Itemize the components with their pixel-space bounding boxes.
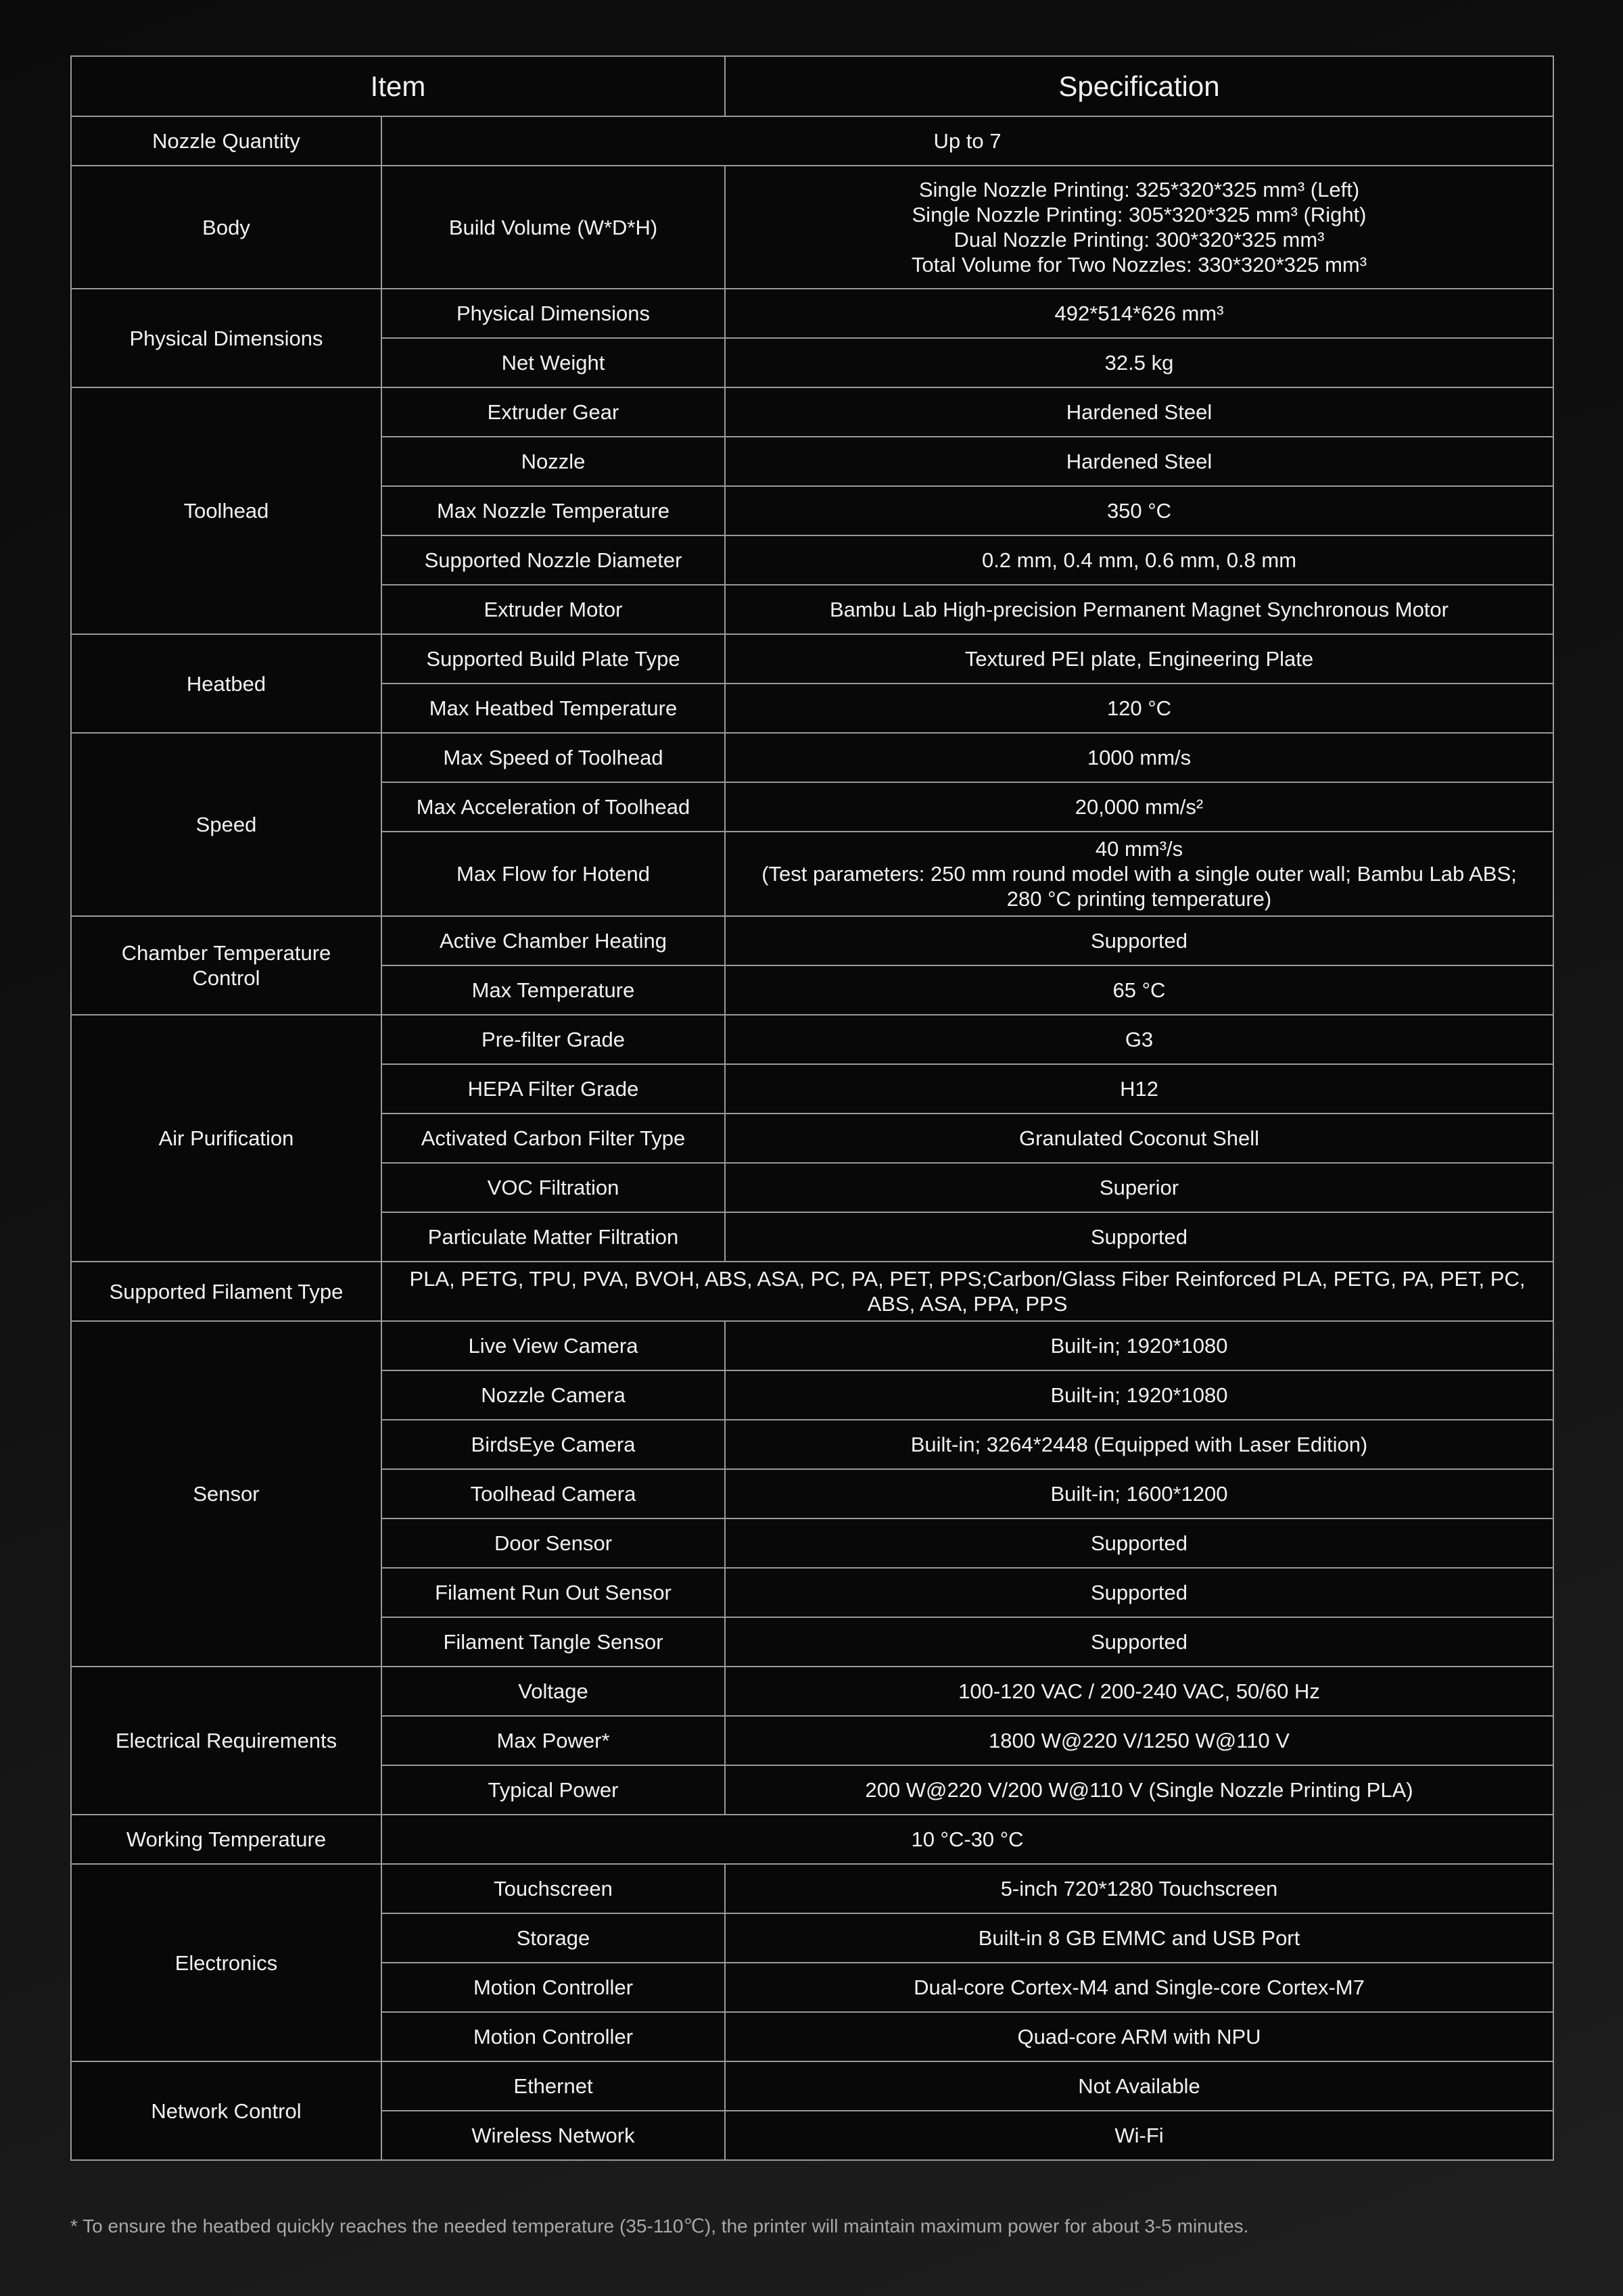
spec-value: Wi-Fi: [725, 2111, 1553, 2160]
category-label: Working Temperature: [71, 1815, 381, 1864]
category-label: Body: [71, 166, 381, 289]
spec-value: 0.2 mm, 0.4 mm, 0.6 mm, 0.8 mm: [725, 535, 1553, 585]
header-specification: Specification: [725, 56, 1553, 116]
spec-value: Built-in; 3264*2448 (Equipped with Laser Edition): [725, 1420, 1553, 1469]
spec-value: Built-in 8 GB EMMC and USB Port: [725, 1913, 1553, 1963]
spec-value: Bambu Lab High-precision Permanent Magnet Synchronous Motor: [725, 585, 1553, 634]
header-item: Item: [71, 56, 725, 116]
spec-value-line: Single Nozzle Printing: 325*320*325 mm³ (Left): [918, 178, 1360, 201]
table-row: [71, 2061, 1553, 2111]
category-label: Heatbed: [71, 634, 381, 733]
spec-value: [725, 832, 1553, 916]
spec-label: Extruder Motor: [381, 585, 725, 634]
spec-label: Supported Nozzle Diameter: [381, 535, 725, 585]
spec-value: G3: [725, 1015, 1553, 1064]
spec-label: Voltage: [381, 1667, 725, 1716]
spec-value: 120 °C: [725, 684, 1553, 733]
spec-value: Textured PEI plate, Engineering Plate: [725, 634, 1553, 684]
spec-value: [725, 166, 1553, 289]
spec-label: Max Power*: [381, 1716, 725, 1765]
spec-label: Physical Dimensions: [381, 289, 725, 338]
table-row: [71, 1815, 1553, 1864]
table-row: [71, 1864, 1553, 1913]
spec-label: Door Sensor: [381, 1518, 725, 1568]
spec-label: Touchscreen: [381, 1864, 725, 1913]
table-row: [71, 1667, 1553, 1716]
category-label: Physical Dimensions: [71, 289, 381, 387]
spec-value: 200 W@220 V/200 W@110 V (Single Nozzle Printing PLA): [725, 1765, 1553, 1815]
spec-label: Nozzle: [381, 437, 725, 486]
spec-label: Max Heatbed Temperature: [381, 684, 725, 733]
spec-value: Supported: [725, 1518, 1553, 1568]
spec-value-line: Dual Nozzle Printing: 300*320*325 mm³: [954, 228, 1325, 252]
spec-label: Max Acceleration of Toolhead: [381, 782, 725, 832]
spec-value: Quad-core ARM with NPU: [725, 2012, 1553, 2061]
spec-label: Max Temperature: [381, 965, 725, 1015]
table-row: [71, 289, 1553, 338]
spec-label: Motion Controller: [381, 1963, 725, 2012]
spec-label: BirdsEye Camera: [381, 1420, 725, 1469]
spec-value: 5-inch 720*1280 Touchscreen: [725, 1864, 1553, 1913]
table-row: [71, 1262, 1553, 1321]
spec-value-line: Single Nozzle Printing: 305*320*325 mm³ (Right): [912, 203, 1367, 226]
spec-value: Up to 7: [381, 116, 1553, 166]
spec-value: 10 °C-30 °C: [381, 1815, 1553, 1864]
spec-value: Built-in; 1600*1200: [725, 1469, 1553, 1518]
spec-value: 65 °C: [725, 965, 1553, 1015]
category-label: Toolhead: [71, 387, 381, 634]
spec-value: 350 °C: [725, 486, 1553, 535]
spec-value: Hardened Steel: [725, 437, 1553, 486]
spec-value: Supported: [725, 1568, 1553, 1617]
category-label: Nozzle Quantity: [71, 116, 381, 166]
spec-value: Supported: [725, 1212, 1553, 1262]
spec-label: VOC Filtration: [381, 1163, 725, 1212]
spec-label: Build Volume (W*D*H): [381, 166, 725, 289]
category-label: Supported Filament Type: [71, 1262, 381, 1321]
spec-table: [70, 55, 1554, 2161]
spec-label: Extruder Gear: [381, 387, 725, 437]
spec-label: Activated Carbon Filter Type: [381, 1114, 725, 1163]
category-label: Electrical Requirements: [71, 1667, 381, 1815]
spec-label: Supported Build Plate Type: [381, 634, 725, 684]
spec-value: PLA, PETG, TPU, PVA, BVOH, ABS, ASA, PC, PA, PET, PPS;Carbon/Glass Fiber Reinforced PLA, PETG, PA, PET, PC, ABS, ASA, PPA, PPS: [381, 1262, 1553, 1321]
spec-value: Superior: [725, 1163, 1553, 1212]
spec-value: Supported: [725, 1617, 1553, 1667]
table-row: [71, 1015, 1553, 1064]
spec-label: Live View Camera: [381, 1321, 725, 1370]
spec-value: Supported: [725, 916, 1553, 965]
table-row: [71, 166, 1553, 289]
table-row: [71, 1321, 1553, 1370]
category-label: Speed: [71, 733, 381, 916]
spec-value-line: 280 °C printing temperature): [1006, 887, 1272, 911]
spec-value: 492*514*626 mm³: [725, 289, 1553, 338]
footnote: * To ensure the heatbed quickly reaches the needed temperature (35-110℃), the printer will maintain maximum power for about 3-5 minutes.: [70, 2216, 1249, 2237]
spec-label: Filament Run Out Sensor: [381, 1568, 725, 1617]
spec-value: 20,000 mm/s²: [725, 782, 1553, 832]
spec-label: Filament Tangle Sensor: [381, 1617, 725, 1667]
spec-value: 100-120 VAC / 200-240 VAC, 50/60 Hz: [725, 1667, 1553, 1716]
spec-value: Granulated Coconut Shell: [725, 1114, 1553, 1163]
spec-label: Particulate Matter Filtration: [381, 1212, 725, 1262]
category-label: Sensor: [71, 1321, 381, 1667]
category-label: Network Control: [71, 2061, 381, 2160]
spec-value: 1000 mm/s: [725, 733, 1553, 782]
category-label: Chamber Temperature Control: [71, 916, 381, 1015]
spec-label: Ethernet: [381, 2061, 725, 2111]
spec-label: Active Chamber Heating: [381, 916, 725, 965]
table-row: [71, 916, 1553, 965]
spec-label: Typical Power: [381, 1765, 725, 1815]
spec-value: Dual-core Cortex-M4 and Single-core Cortex-M7: [725, 1963, 1553, 2012]
table-header-row: [71, 56, 1553, 116]
table-row: [71, 634, 1553, 684]
table-row: [71, 733, 1553, 782]
spec-value: Not Available: [725, 2061, 1553, 2111]
spec-label: Max Speed of Toolhead: [381, 733, 725, 782]
spec-label: Motion Controller: [381, 2012, 725, 2061]
spec-label: HEPA Filter Grade: [381, 1064, 725, 1114]
spec-value: 1800 W@220 V/1250 W@110 V: [725, 1716, 1553, 1765]
spec-value-line: 40 mm³/s: [1095, 837, 1183, 861]
spec-label: Storage: [381, 1913, 725, 1963]
table-row: [71, 116, 1553, 166]
spec-value: 32.5 kg: [725, 338, 1553, 387]
category-label: Electronics: [71, 1864, 381, 2061]
spec-label: Max Flow for Hotend: [381, 832, 725, 916]
spec-label: Net Weight: [381, 338, 725, 387]
spec-label: Nozzle Camera: [381, 1370, 725, 1420]
spec-value-line: Total Volume for Two Nozzles: 330*320*325 mm³: [911, 253, 1367, 277]
table-row: [71, 387, 1553, 437]
spec-value: Built-in; 1920*1080: [725, 1321, 1553, 1370]
spec-value: Built-in; 1920*1080: [725, 1370, 1553, 1420]
spec-value-line: (Test parameters: 250 mm round model with a single outer wall; Bambu Lab ABS;: [761, 862, 1517, 886]
spec-label: Max Nozzle Temperature: [381, 486, 725, 535]
spec-value: H12: [725, 1064, 1553, 1114]
spec-label: Wireless Network: [381, 2111, 725, 2160]
spec-label: Toolhead Camera: [381, 1469, 725, 1518]
spec-label: Pre-filter Grade: [381, 1015, 725, 1064]
category-label: Air Purification: [71, 1015, 381, 1262]
spec-value: Hardened Steel: [725, 387, 1553, 437]
